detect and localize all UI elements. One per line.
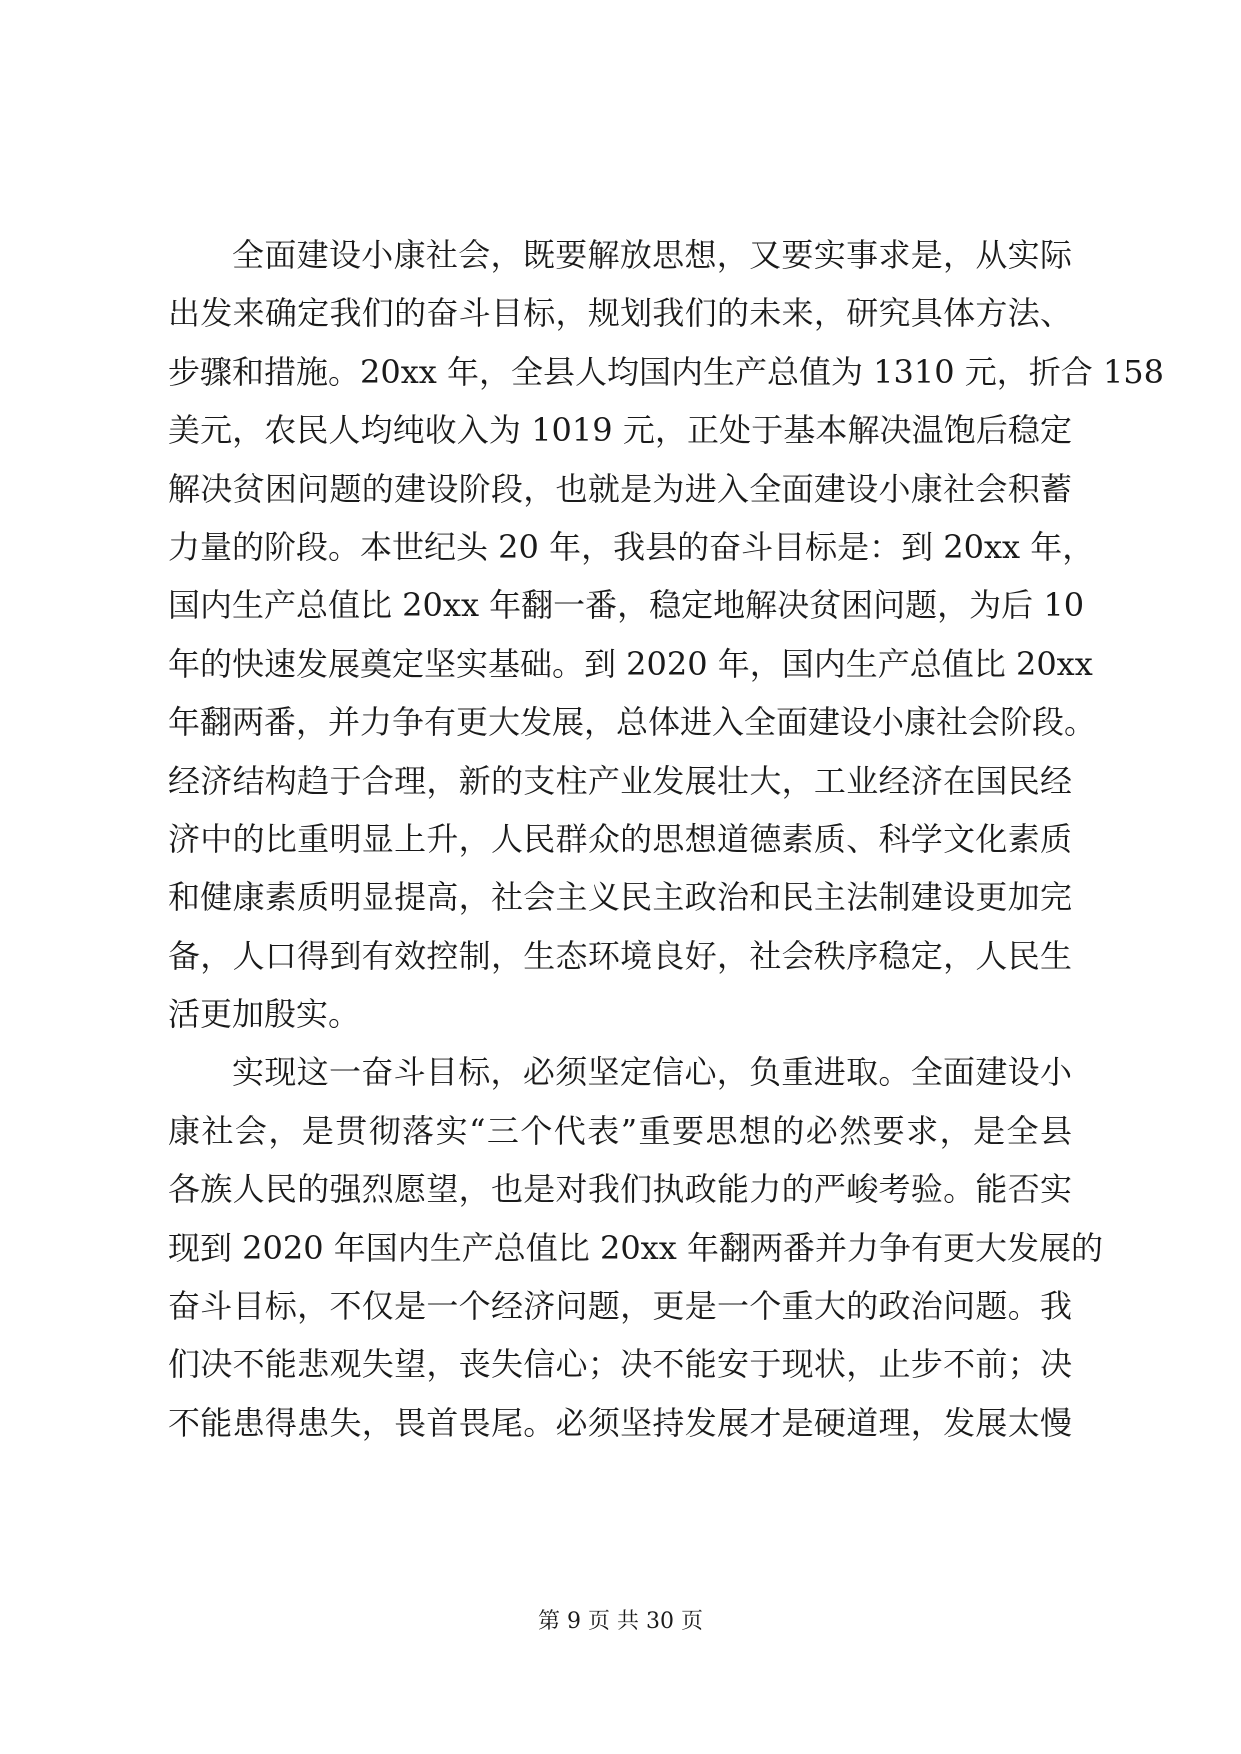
text-line: 不能患得患失，畏首畏尾。必须坚持发展才是硬道理，发展太慢: [168, 1403, 1072, 1442]
text-line: 国内生产总值比 20xx 年翻一番，稳定地解决贫困问题，为后 10: [168, 586, 1085, 625]
paragraph-1: [168, 226, 1165, 1043]
text-line: 出发来确定我们的奋斗目标，规划我们的未来，研究具体方法、: [168, 294, 1072, 333]
body-text: [168, 226, 1165, 1452]
paragraph-2: [168, 1043, 1103, 1452]
text-line: 备，人口得到有效控制，生态环境良好，社会秩序稳定，人民生: [168, 936, 1072, 975]
text-line: 奋斗目标，不仅是一个经济问题，更是一个重大的政治问题。我: [168, 1287, 1072, 1326]
text-line: 年翻两番，并力争有更大发展，总体进入全面建设小康社会阶段。: [168, 703, 1097, 742]
text-line: 实现这一奋斗目标，必须坚定信心，负重进取。全面建设小: [232, 1053, 1072, 1092]
text-line: 济中的比重明显上升，人民群众的思想道德素质、科学文化素质: [168, 819, 1072, 858]
text-line: 活更加殷实。: [168, 995, 361, 1034]
text-line: 全面建设小康社会，既要解放思想，又要实事求是，从实际: [232, 236, 1072, 274]
text-line: 经济结构趋于合理，新的支柱产业发展壮大，工业经济在国民经: [168, 761, 1072, 800]
page-indicator: 第 9 页 共 30 页: [538, 1609, 703, 1634]
text-line: 步骤和措施。20xx 年，全县人均国内生产总值为 1310 元，折合 158: [168, 352, 1165, 391]
text-line: 美元，农民人均纯收入为 1019 元，正处于基本解决温饱后稳定: [168, 411, 1072, 450]
text-line: 解决贫困问题的建设阶段，也就是为进入全面建设小康社会积蓄: [168, 469, 1072, 508]
text-line: 年的快速发展奠定坚实基础。到 2020 年，国内生产总值比 20xx: [168, 644, 1093, 683]
text-line: 现到 2020 年国内生产总值比 20xx 年翻两番并力争有更大发展的: [168, 1228, 1103, 1267]
text-line: 们决不能悲观失望，丧失信心；决不能安于现状，止步不前；决: [168, 1345, 1072, 1384]
page-footer: [0, 1604, 1241, 1635]
text-line: 和健康素质明显提高，社会主义民主政治和民主法制建设更加完: [168, 878, 1072, 917]
text-line: 康社会，是贯彻落实“三个代表”重要思想的必然要求，是全县: [168, 1111, 1072, 1150]
text-line: 力量的阶段。本世纪头 20 年，我县的奋斗目标是：到 20xx 年，: [168, 527, 1095, 566]
text-line: 各族人民的强烈愿望，也是对我们执政能力的严峻考验。能否实: [168, 1170, 1072, 1209]
